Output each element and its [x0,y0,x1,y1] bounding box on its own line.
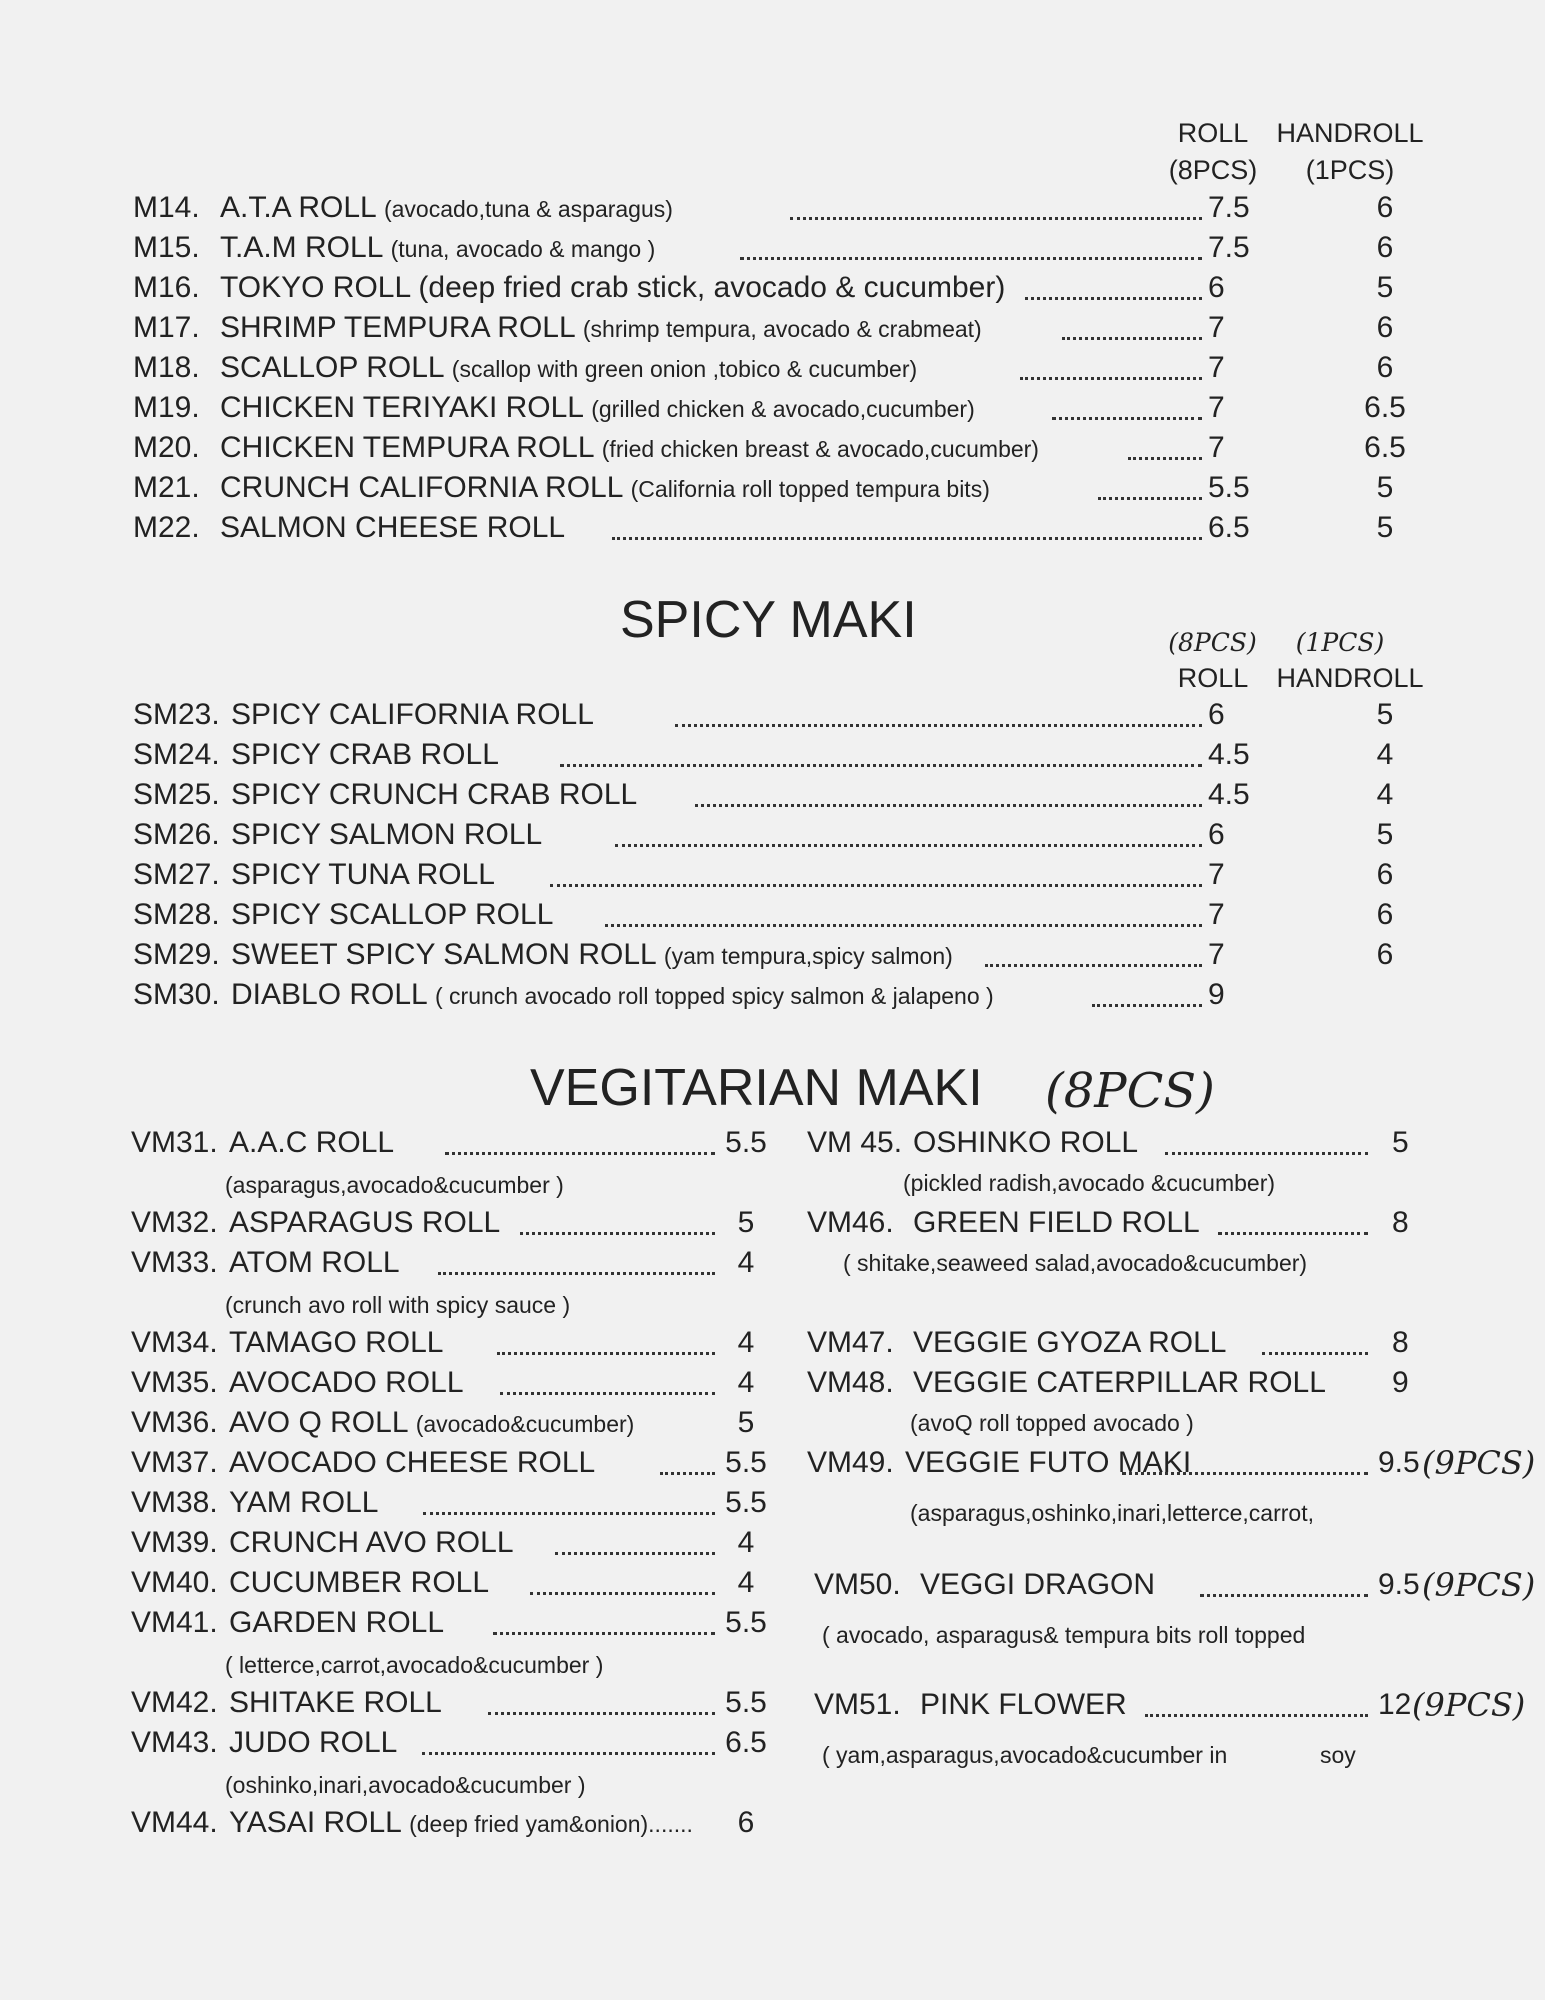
price: 5 [737,1206,755,1239]
menu-code: VM43. [131,1726,218,1759]
item-description: ( yam,asparagus,avocado&cucumber in [822,1742,1228,1768]
price: 9.5 [1378,1568,1420,1601]
dot-leader [612,537,1202,540]
menu-code: VM32. [131,1206,218,1239]
menu-code: VM 45. [807,1126,903,1159]
menu-code: M18. [133,351,200,384]
roll-price: 4.5 [1208,778,1250,811]
dot-leader [1122,1472,1368,1475]
menu-code: VM33. [131,1246,218,1279]
menu-code: VM41. [131,1606,218,1639]
item-description: (crunch avo roll with spicy sauce ) [225,1292,571,1318]
dot-leader [555,1552,715,1555]
handroll-price: 5 [1376,271,1394,304]
price: 5.5 [725,1606,767,1639]
dot-leader [438,1272,715,1275]
price: 4 [737,1566,755,1599]
menu-item-name: T.A.M ROLL (tuna, avocado & mango ) [220,231,656,264]
menu-code: VM36. [131,1406,218,1439]
dot-leader [423,1512,715,1515]
dot-leader [560,764,1202,767]
menu-code: VM49. [807,1446,894,1479]
dot-leader [500,1392,715,1395]
menu-code: SM23. [133,698,220,731]
menu-item-name: CRUNCH AVO ROLL [229,1526,514,1559]
spicy-roll-header: ROLL [1177,663,1249,693]
roll-price: 6 [1208,271,1225,304]
handroll-price: 6 [1376,858,1394,891]
dot-leader [660,1472,715,1475]
price: 8 [1392,1326,1409,1359]
menu-item-name: CHICKEN TERIYAKI ROLL (grilled chicken & avocado,cucumber) [220,391,975,424]
menu-item-name: PINK FLOWER [920,1688,1127,1721]
spicy-handroll-header: HANDROLL [1276,663,1424,693]
handroll-price: 6 [1376,938,1394,971]
menu-item-name: JUDO ROLL [229,1726,398,1759]
spicy-roll-pieces: (8PCS) [1168,628,1257,657]
dot-leader [1025,297,1202,300]
menu-item-name: SPICY CRUNCH CRAB ROLL [231,778,638,811]
roll-price: 7 [1208,391,1225,424]
menu-code: M20. [133,431,200,464]
menu-code: VM39. [131,1526,218,1559]
roll-price: 6.5 [1208,511,1250,544]
menu-item-name: VEGGIE CATERPILLAR ROLL [913,1366,1326,1399]
menu-item-name: CRUNCH CALIFORNIA ROLL (California roll topped tempura bits) [220,471,990,504]
handroll-price: 5 [1376,471,1394,504]
menu-item-name: AVO Q ROLL (avocado&cucumber) [229,1406,635,1439]
dot-leader [1262,1352,1368,1355]
price: 6 [737,1806,755,1839]
handroll-pieces-header: (1PCS) [1305,155,1395,185]
item-description: (asparagus,oshinko,inari,letterce,carrot, [910,1500,1314,1526]
price: 4 [737,1526,755,1559]
menu-item-name: VEGGIE FUTO MAKI [905,1446,1192,1479]
item-description: (pickled radish,avocado &cucumber) [903,1170,1276,1196]
roll-price: 5.5 [1208,471,1250,504]
handroll-price: 6.5 [1364,391,1406,424]
price: 6.5 [725,1726,767,1759]
price: 4 [737,1326,755,1359]
menu-code: SM26. [133,818,220,851]
menu-code: SM27. [133,858,220,891]
dot-leader [422,1752,715,1755]
menu-code: VM42. [131,1686,218,1719]
menu-code: VM35. [131,1366,218,1399]
menu-code: VM34. [131,1326,218,1359]
menu-code: SM28. [133,898,220,931]
roll-price: 7 [1208,858,1225,891]
price: 5.5 [725,1486,767,1519]
roll-price: 7.5 [1208,231,1250,264]
handroll-price: 6 [1376,351,1394,384]
menu-item-name: VEGGIE GYOZA ROLL [913,1326,1227,1359]
price: 5 [737,1406,755,1439]
menu-item-name: ATOM ROLL [229,1246,400,1279]
vegetarian-maki-title: VEGITARIAN MAKI [530,1059,983,1117]
roll-price: 7 [1208,938,1225,971]
handroll-price: 4 [1376,738,1394,771]
menu-code: M16. [133,271,200,304]
handroll-price: 5 [1376,511,1394,544]
menu-item-name: OSHINKO ROLL [913,1126,1139,1159]
roll-price: 7 [1208,431,1225,464]
roll-price: 7 [1208,898,1225,931]
price: 4 [737,1366,755,1399]
item-description: ( letterce,carrot,avocado&cucumber ) [225,1652,604,1678]
spicy-maki-title: SPICY MAKI [620,591,917,649]
menu-item-name: A.A.C ROLL [229,1126,395,1159]
menu-code: M15. [133,231,200,264]
menu-code: VM38. [131,1486,218,1519]
menu-item-name: SPICY CALIFORNIA ROLL [231,698,594,731]
dot-leader [695,804,1202,807]
menu-item-name: CUCUMBER ROLL [229,1566,490,1599]
roll-price: 6 [1208,698,1225,731]
menu-item-name: DIABLO ROLL ( crunch avocado roll topped spicy salmon & jalapeno ) [231,978,994,1011]
menu-code: VM37. [131,1446,218,1479]
roll-price: 7.5 [1208,191,1250,224]
price: 12 [1378,1688,1412,1721]
pieces-note: (9PCS) [1422,1444,1536,1482]
pieces-note: (9PCS) [1422,1566,1536,1604]
item-description: (asparagus,avocado&cucumber ) [225,1172,564,1198]
dot-leader [615,844,1202,847]
menu-item-name: CHICKEN TEMPURA ROLL (fried chicken breast & avocado,cucumber) [220,431,1039,464]
menu-item-name: SPICY TUNA ROLL [231,858,495,891]
menu-item-name: ASPARAGUS ROLL [229,1206,501,1239]
menu-code: VM47. [807,1326,894,1359]
menu-code: M17. [133,311,200,344]
dot-leader [675,724,1202,727]
menu-code: SM25. [133,778,220,811]
menu-item-name: SALMON CHEESE ROLL [220,511,566,544]
item-description: (oshinko,inari,avocado&cucumber ) [225,1772,586,1798]
price: 5.5 [725,1686,767,1719]
dot-leader [1128,457,1202,460]
menu-item-name: GREEN FIELD ROLL [913,1206,1200,1239]
menu-code: M19. [133,391,200,424]
dot-leader [605,924,1202,927]
price: 5 [1392,1126,1409,1159]
menu-code: M21. [133,471,200,504]
roll-pieces-header: (8PCS) [1168,155,1258,185]
dot-leader [1145,1714,1368,1717]
handroll-price: 6 [1376,231,1394,264]
handroll-price: 6 [1376,898,1394,931]
menu-item-name: SPICY CRAB ROLL [231,738,499,771]
menu-item-name: A.T.A ROLL (avocado,tuna & asparagus) [220,191,673,224]
menu-item-name: AVOCADO ROLL [229,1366,464,1399]
item-description: (avoQ roll topped avocado ) [910,1410,1194,1436]
dot-leader [985,964,1202,967]
menu-item-name: VEGGI DRAGON [920,1568,1156,1601]
menu-code: VM46. [807,1206,894,1239]
roll-column-header: ROLL [1177,118,1249,148]
dot-leader [740,257,1202,260]
menu-code: VM31. [131,1126,218,1159]
dot-leader [445,1152,715,1155]
menu-code: M14. [133,191,200,224]
menu-item-name: SHRIMP TEMPURA ROLL (shrimp tempura, avocado & crabmeat) [220,311,982,344]
menu-item-name: SCALLOP ROLL (scallop with green onion ,tobico & cucumber) [220,351,918,384]
roll-price: 6 [1208,818,1225,851]
item-description: ( avocado, asparagus& tempura bits roll topped [822,1622,1306,1648]
dot-leader [1218,1232,1368,1235]
menu-code: VM40. [131,1566,218,1599]
dot-leader [550,884,1202,887]
price: 5.5 [725,1126,767,1159]
pieces-note: (9PCS) [1412,1686,1526,1724]
menu-item-name: SPICY SALMON ROLL [231,818,543,851]
menu-item-name: AVOCADO CHEESE ROLL [229,1446,596,1479]
menu-item-name: TAMAGO ROLL [229,1326,444,1359]
handroll-price: 6.5 [1364,431,1406,464]
handroll-price: 5 [1376,818,1394,851]
menu-item-name: YAM ROLL [229,1486,379,1519]
menu-code: VM50. [814,1568,901,1601]
price: 9 [1392,1366,1409,1399]
handroll-price: 5 [1376,698,1394,731]
dot-leader [1165,1152,1368,1155]
dot-leader [1062,337,1202,340]
roll-price: 4.5 [1208,738,1250,771]
dot-leader [520,1232,715,1235]
item-description: ( shitake,seaweed salad,avocado&cucumber) [843,1250,1308,1276]
menu-item-name: SPICY SCALLOP ROLL [231,898,554,931]
menu-code: SM29. [133,938,220,971]
menu-code: VM48. [807,1366,894,1399]
handroll-price: 6 [1376,311,1394,344]
dot-leader [1098,497,1202,500]
menu-item-name: SWEET SPICY SALMON ROLL (yam tempura,spicy salmon) [231,938,953,971]
menu-code: VM44. [131,1806,218,1839]
dot-leader [493,1632,715,1635]
dot-leader [790,217,1202,220]
spicy-hand-pieces: (1PCS) [1295,628,1385,657]
roll-price: 7 [1208,311,1225,344]
dot-leader [488,1712,715,1715]
price: 5.5 [725,1446,767,1479]
price: 8 [1392,1206,1409,1239]
dot-leader [1020,377,1202,380]
menu-item-name: YASAI ROLL (deep fried yam&onion)....... [229,1806,693,1839]
dot-leader [1052,417,1202,420]
roll-price: 9 [1208,978,1225,1011]
menu-item-name: TOKYO ROLL (deep fried crab stick, avocado & cucumber) [220,271,1006,304]
dot-leader [1200,1594,1368,1597]
handroll-price: 4 [1376,778,1394,811]
handroll-price: 6 [1376,191,1394,224]
dot-leader [497,1352,715,1355]
menu-item-name: SHITAKE ROLL [229,1686,442,1719]
menu-item-name: GARDEN ROLL [229,1606,445,1639]
dot-leader [530,1592,715,1595]
menu-code: SM30. [133,978,220,1011]
price: 9.5 [1378,1446,1420,1479]
price: 4 [737,1246,755,1279]
dot-leader [1092,1004,1202,1007]
menu-code: VM51. [814,1688,901,1721]
menu-code: SM24. [133,738,220,771]
handroll-column-header: HANDROLL [1276,118,1424,148]
roll-price: 7 [1208,351,1225,384]
vegetarian-pieces-note: (8PCS) [1045,1063,1215,1119]
menu-code: M22. [133,511,200,544]
item-description: soy [1320,1742,1356,1768]
